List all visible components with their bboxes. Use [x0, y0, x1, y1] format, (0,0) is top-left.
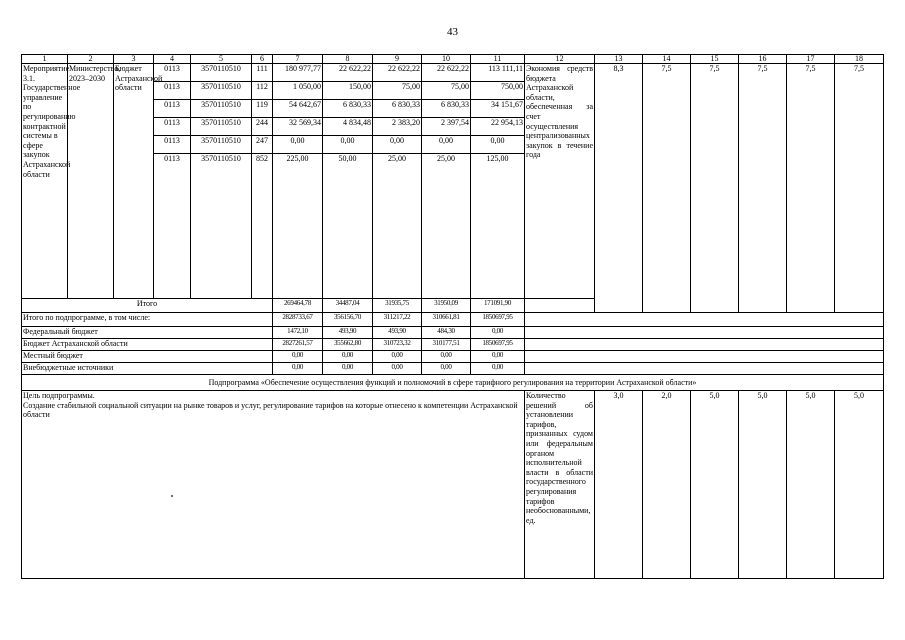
cell: 150,00 [323, 82, 373, 100]
cell: 2 397,54 [422, 118, 471, 136]
indicator-value: 7,5 [643, 64, 691, 313]
cell: 225,00 [273, 154, 323, 299]
cell: 0113 [154, 154, 191, 299]
cell: 0,00 [422, 351, 471, 363]
cell: 3570110510 [191, 82, 252, 100]
total-label: Итого [22, 299, 273, 313]
cell: 32 569,34 [273, 118, 323, 136]
goal-heading: Цель подпрограммы. [23, 391, 95, 400]
cell: 180 977,77 [273, 64, 323, 82]
cell: 0,00 [422, 136, 471, 154]
activity-indicator: Экономия средств бюджета Астраханской области, обеспеченная за счет осуществления централизованных закупок в течение года [525, 64, 595, 299]
subprogram-row [22, 375, 884, 391]
cell: 0,00 [471, 136, 525, 154]
cell: 493,90 [323, 327, 373, 339]
cell [525, 363, 884, 375]
goal-value: 3,0 [595, 391, 643, 579]
cell: 34487,04 [323, 299, 373, 313]
budget-table [21, 54, 884, 579]
cell: 3570110510 [191, 136, 252, 154]
cell: 171091,90 [471, 299, 525, 313]
activity-source: Бюджет Астраханской области [114, 64, 154, 299]
cell [525, 351, 884, 363]
cell: 852 [252, 154, 273, 299]
summary-row [22, 327, 884, 339]
cell: 4 834,48 [323, 118, 373, 136]
cell [525, 339, 884, 351]
cell: 0,00 [273, 351, 323, 363]
col-header: 17 [787, 55, 835, 64]
cell: 113 111,11 [471, 64, 525, 82]
indicator-value: 7,5 [691, 64, 739, 313]
cell: 25,00 [373, 154, 422, 299]
cell: 0,00 [323, 363, 373, 375]
cell [525, 299, 595, 313]
cell: 269464,78 [273, 299, 323, 313]
goal-value: 5,0 [691, 391, 739, 579]
goal-value: 5,0 [835, 391, 884, 579]
cell: 355662,80 [323, 339, 373, 351]
cell: 0,00 [373, 363, 422, 375]
cell [525, 327, 884, 339]
cell: 3570110510 [191, 154, 252, 299]
scan-speck [171, 495, 173, 497]
cell: 3570110510 [191, 100, 252, 118]
goal-indicator: Количество решений об установлении тарифов, признанных судом или федеральным органом исполнительной власти в области государственного регулирования тарифов необоснованными, ед. [525, 391, 595, 579]
cell: 0113 [154, 100, 191, 118]
cell: 22 954,13 [471, 118, 525, 136]
col-header: 11 [471, 55, 525, 64]
summary-label: Бюджет Астраханской области [22, 339, 273, 351]
cell: 34 151,67 [471, 100, 525, 118]
cell: 0,00 [373, 136, 422, 154]
cell: 3570110510 [191, 64, 252, 82]
cell: 22 622,22 [323, 64, 373, 82]
cell: 310661,81 [422, 313, 471, 327]
cell: 25,00 [422, 154, 471, 299]
cell: 31950,09 [422, 299, 471, 313]
cell: 2 383,20 [373, 118, 422, 136]
cell: 0113 [154, 82, 191, 100]
cell: 111 [252, 64, 273, 82]
col-header: 4 [154, 55, 191, 64]
cell: 0113 [154, 136, 191, 154]
indicator-value: 7,5 [835, 64, 884, 313]
cell: 311217,22 [373, 313, 422, 327]
activity-name: Мероприятие 3.1. Государственное управление по регулированию контрактной системы в сфере закупок Астраханской области [22, 64, 68, 299]
cell: 310723,32 [373, 339, 422, 351]
cell: 484,30 [422, 327, 471, 339]
cell: 50,00 [323, 154, 373, 299]
col-header: 18 [835, 55, 884, 64]
cell: 356156,70 [323, 313, 373, 327]
goal-text: Создание стабильной социальной ситуации на рынке товаров и услуг, регулирование тарифов на которые отнесено к компетенции Астраханской области [23, 400, 518, 420]
cell: 2828733,67 [273, 313, 323, 327]
col-header: 10 [422, 55, 471, 64]
col-header: 7 [273, 55, 323, 64]
summary-row [22, 363, 884, 375]
cell: 0,00 [273, 363, 323, 375]
col-header: 5 [191, 55, 252, 64]
col-header: 16 [739, 55, 787, 64]
cell: 6 830,33 [323, 100, 373, 118]
cell: 75,00 [422, 82, 471, 100]
cell: 125,00 [471, 154, 525, 299]
cell: 1472,10 [273, 327, 323, 339]
cell: 0,00 [471, 327, 525, 339]
summary-row [22, 339, 884, 351]
cell: 1850697,95 [471, 339, 525, 351]
cell: 54 642,67 [273, 100, 323, 118]
cell: 0,00 [422, 363, 471, 375]
col-header: 1 [22, 55, 68, 64]
cell: 310177,51 [422, 339, 471, 351]
cell: 244 [252, 118, 273, 136]
cell: 1 050,00 [273, 82, 323, 100]
goal-value: 2,0 [643, 391, 691, 579]
cell: 75,00 [373, 82, 422, 100]
cell [525, 313, 884, 327]
cell: 0,00 [323, 351, 373, 363]
summary-label: Итого по подпрограмме, в том числе: [22, 313, 273, 327]
goal-value: 5,0 [787, 391, 835, 579]
indicator-value: 7,5 [787, 64, 835, 313]
cell: 22 622,22 [422, 64, 471, 82]
subprogram-title: Подпрограмма «Обеспечение осуществления функций и полномочий в сфере тарифного регулирования на территории Астраханской области» [22, 375, 884, 391]
cell: 0,00 [373, 351, 422, 363]
indicator-value: 8,3 [595, 64, 643, 313]
cell: 31935,75 [373, 299, 422, 313]
col-header: 8 [323, 55, 373, 64]
summary-row [22, 351, 884, 363]
summary-label: Местный бюджет [22, 351, 273, 363]
goal-cell [22, 391, 525, 579]
table-row [22, 64, 884, 82]
goal-row [22, 391, 884, 579]
cell: 22 622,22 [373, 64, 422, 82]
page-number: 43 [447, 26, 458, 38]
cell: 0,00 [471, 363, 525, 375]
cell: 1850697,95 [471, 313, 525, 327]
col-header: 13 [595, 55, 643, 64]
cell: 0113 [154, 118, 191, 136]
col-header: 14 [643, 55, 691, 64]
cell: 750,00 [471, 82, 525, 100]
cell: 0,00 [323, 136, 373, 154]
goal-value: 5,0 [739, 391, 787, 579]
col-header: 12 [525, 55, 595, 64]
summary-label: Внебюджетные источники [22, 363, 273, 375]
cell: 119 [252, 100, 273, 118]
summary-label: Федеральный бюджет [22, 327, 273, 339]
cell: 493,90 [373, 327, 422, 339]
col-header: 2 [68, 55, 114, 64]
activity-period: Министерство, 2023–2030 [68, 64, 114, 299]
cell: 112 [252, 82, 273, 100]
col-header: 3 [114, 55, 154, 64]
cell: 3570110510 [191, 118, 252, 136]
cell: 0,00 [273, 136, 323, 154]
col-header: 6 [252, 55, 273, 64]
column-number-row [22, 55, 884, 64]
cell: 0,00 [471, 351, 525, 363]
summary-row [22, 313, 884, 327]
col-header: 9 [373, 55, 422, 64]
cell: 247 [252, 136, 273, 154]
cell: 0113 [154, 64, 191, 82]
indicator-value: 7,5 [739, 64, 787, 313]
col-header: 15 [691, 55, 739, 64]
cell: 6 830,33 [422, 100, 471, 118]
cell: 2827261,57 [273, 339, 323, 351]
cell: 6 830,33 [373, 100, 422, 118]
